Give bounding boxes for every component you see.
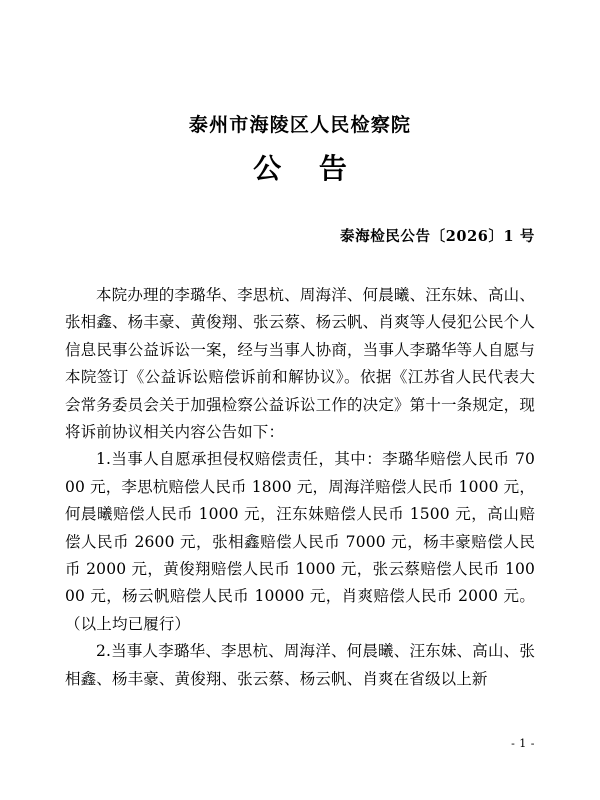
document-heading: 公 告 (253, 152, 361, 185)
body-paragraph-item-2: 2.当事人李璐华、李思杭、周海洋、何晨曦、汪东妹、高山、张相鑫、杨丰豪、黄俊翔、张云蔡、杨云帆、肖爽在省级以上新 (65, 642, 535, 688)
body-paragraph-item-1: 1.当事人自愿承担侵权赔偿责任，其中：李璐华赔偿人民币 7000 元，李思杭赔偿人民币 1800 元，周海洋赔偿人民币 1000 元，何晨曦赔偿人民币 1000 元，汪东妹赔偿人民币 1500 元，高山赔偿人民币 2600 元，张相鑫赔偿人民币 7000 元，杨丰豪赔偿人民币 2000 元，黄俊翔赔偿人民币 1000 元，张云蔡赔偿人民币 10000 元，杨云帆赔偿人民币 10000 元，肖爽赔偿人民币 2000 元。（以上均已履行） (65, 450, 535, 633)
page-number: - 1 - (511, 737, 535, 750)
issuing-authority-title: 泰州市海陵区人民检察院 (188, 114, 412, 136)
document-number: 泰海检民公告〔2026〕1 号 (340, 228, 535, 245)
body-paragraph-intro: 本院办理的李璐华、李思杭、周海洋、何晨曦、汪东妹、高山、张相鑫、杨丰豪、黄俊翔、张云蔡、杨云帆、肖爽等人侵犯公民个人信息民事公益诉讼一案，经与当事人协商，当事人李璐华等人自愿与本院签订《公益诉讼赔偿诉前和解协议》。依据《江苏省人民代表大会常务委员会关于加强检察公益诉讼工作的决定》第十一条规定，现将诉前协议相关内容公告如下： (65, 286, 535, 442)
document-body (65, 282, 535, 693)
